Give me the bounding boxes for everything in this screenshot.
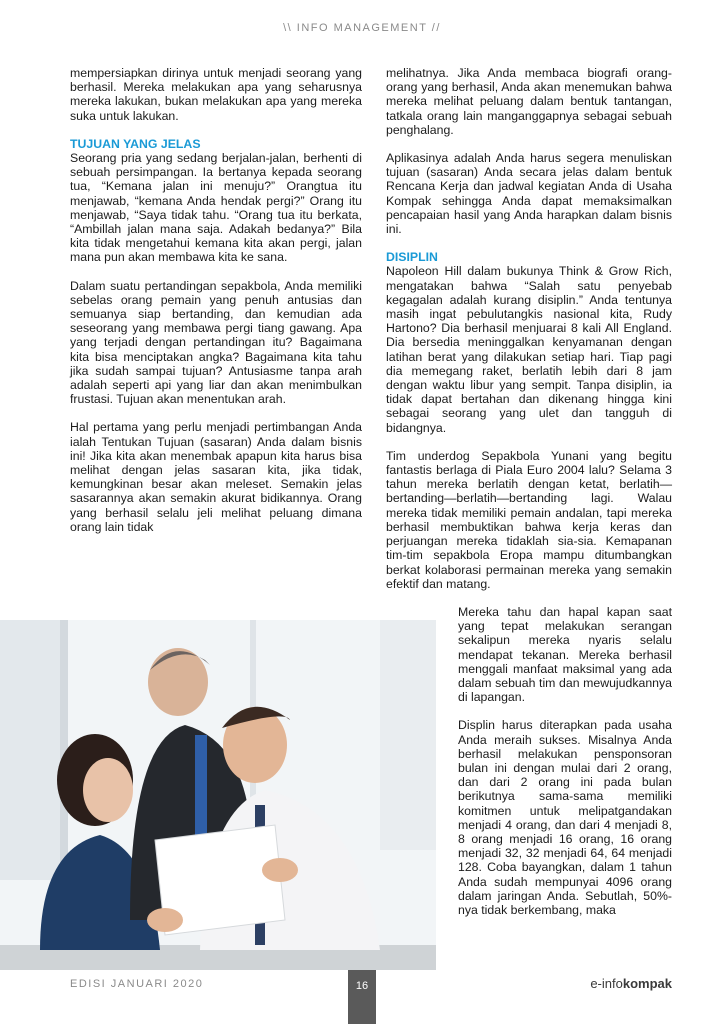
paragraph: Displin harus diterapkan pada usaha Anda meraih sukses. Misalnya Anda berhasil melakukan pensponsoran bulan ini dengan mulai dari 2 orang, dan dari 2 orang ini pada bulan berikutnya sama-sama memiliki komitmen untuk melipatgandakan menjadi 4 orang, dan dari 4 menjadi 8, 8 orang menjadi 16 orang, 16 orang menjadi 32, 32 menjadi 64, 64 menjadi 128. Coba bayangkan, dalam 1 tahun Anda sudah mempunyai 4096 orang dalam jaringan Anda. Sebutlah, 50%-nya tidak berkembang, maka [458,718,672,918]
section-heading-tujuan: TUJUAN YANG JELAS [70,136,201,151]
paragraph: Mereka tahu dan hapal kapan saat yang tepat melakukan serangan sekalipun mereka nyaris selalu mendapat tekanan. Mereka berhasil menggali manfaat maksimal yang ada dalam sebuah tim dan mewujudkannya di lapangan. [458,605,672,705]
left-column [70,66,362,548]
paragraph: Hal pertama yang perlu menjadi pertimbangan Anda ialah Tentukan Tujuan (sasaran) Anda dalam bisnis ini! Jika kita akan menembak apapun kita harus bisa melihat dengan jelas sasaran kita, jika tidak, kemungkinan besar akan meleset. Semakin jelas sasarannya akan semakin akurat bidikannya. Orang yang berhasil selalu jeli melihat peluang dimana orang lain tidak [70,420,362,534]
paragraph: mempersiapkan dirinya untuk menjadi seorang yang berhasil. Mereka melakukan apa yang seharusnya mereka lakukan, bukan melakukan apa yang mereka suka untuk lakukan. [70,66,362,123]
right-column [386,66,672,605]
section-header: \\ INFO MANAGEMENT // [283,22,441,34]
paragraph: Dalam suatu pertandingan sepakbola, Anda memiliki sebelas orang pemain yang penuh antusias dan semuanya siap bertanding, dan kemudian ada seseorang yang membawa pergi tiang gawang. Apa yang terjadi dengan pertandingan itu? Bagaimana kita bisa menciptakan angka? Bagaimana kita tahu jika sudah sampai tujuan? Antusiasme tanpa arah adalah seperti api yang liar dan akan menimbulkan frustasi. Tujuan akan menentukan arah. [70,278,362,407]
brand-bold: kompak [622,976,672,991]
page-number: 16 [348,970,376,1024]
business-team-photo [0,620,436,970]
narrow-column [458,605,672,931]
paragraph: Seorang pria yang sedang berjalan-jalan, berhenti di sebuah persimpangan. Ia bertanya kepada seorang tua, “Kemana jalan ini menuju?” Orangtua itu menjawab, “kemana Anda hendak pergi?” Orang itu menjawab, “Saya tidak tahu. “Orang tua itu berkata, “Ambillah jalan mana saja. Adakah bedanya?” Bila kita tidak mengetahui kemana kita akan pergi, jalan mana pun akan membawa kita ke sana. [70,151,362,265]
brand-logo [590,976,672,991]
paragraph: melihatnya. Jika Anda membaca biografi orang-orang yang berhasil, Anda akan menemukan bahwa mereka melihat peluang dalam bentuk tantangan, tatkala orang lain manganggapnya sebagai sebuah penghalang. [386,66,672,137]
paragraph: Aplikasinya adalah Anda harus segera menuliskan tujuan (sasaran) Anda secara jelas dalam bentuk Rencana Kerja dan jadwal kegiatan Anda di Usaha Kompak sehingga Anda dapat memaksimalkan pencapaian hasil yang Anda harapkan dalam bisnis ini. [386,151,672,237]
paragraph: Tim underdog Sepakbola Yunani yang begitu fantastis berlaga di Piala Euro 2004 lalu? Selama 3 tahun mereka berlatih dengan ketat, berlatih—bertanding—berlatih—bertanding lagi. Walau mereka tidak memiliki pemain andalan, tapi mereka berhasil membuktikan bahwa kerja keras dan perjuangan mereka tidaklah sia-sia. Kemapanan tim-tim sepakbola Eropa mampu ditumbangkan berkat kolaborasi permainan mereka yang semakin efektif dan matang. [386,448,672,591]
paragraph: Napoleon Hill dalam bukunya Think & Grow Rich, mengatakan bahwa “Salah satu penyebab kegagalan adalah kurang disiplin.” Anda tentunya masih ingat pebulutangkis nasional kita, Rudy Hartono? Dia berhasil menjuarai 8 kali All England. Dia bersedia meninggalkan kenyamanan dengan latihan berat yang dilakukan setiap hari. Tiap pagi dia memegang raket, berlatih lebih dari 8 jam dengan waktu libur yang sempit. Tanpa disiplin, ia tidak dapat bertahan dan dikenang hingga kini sebagai seorang yang ulet dan tangguh di bidangnya. [386,264,672,435]
section-heading-disiplin: DISIPLIN [386,250,438,265]
edition-label: EDISI JANUARI 2020 [70,978,204,990]
photo-illustration [0,620,436,970]
brand-prefix: e-info [590,976,623,991]
